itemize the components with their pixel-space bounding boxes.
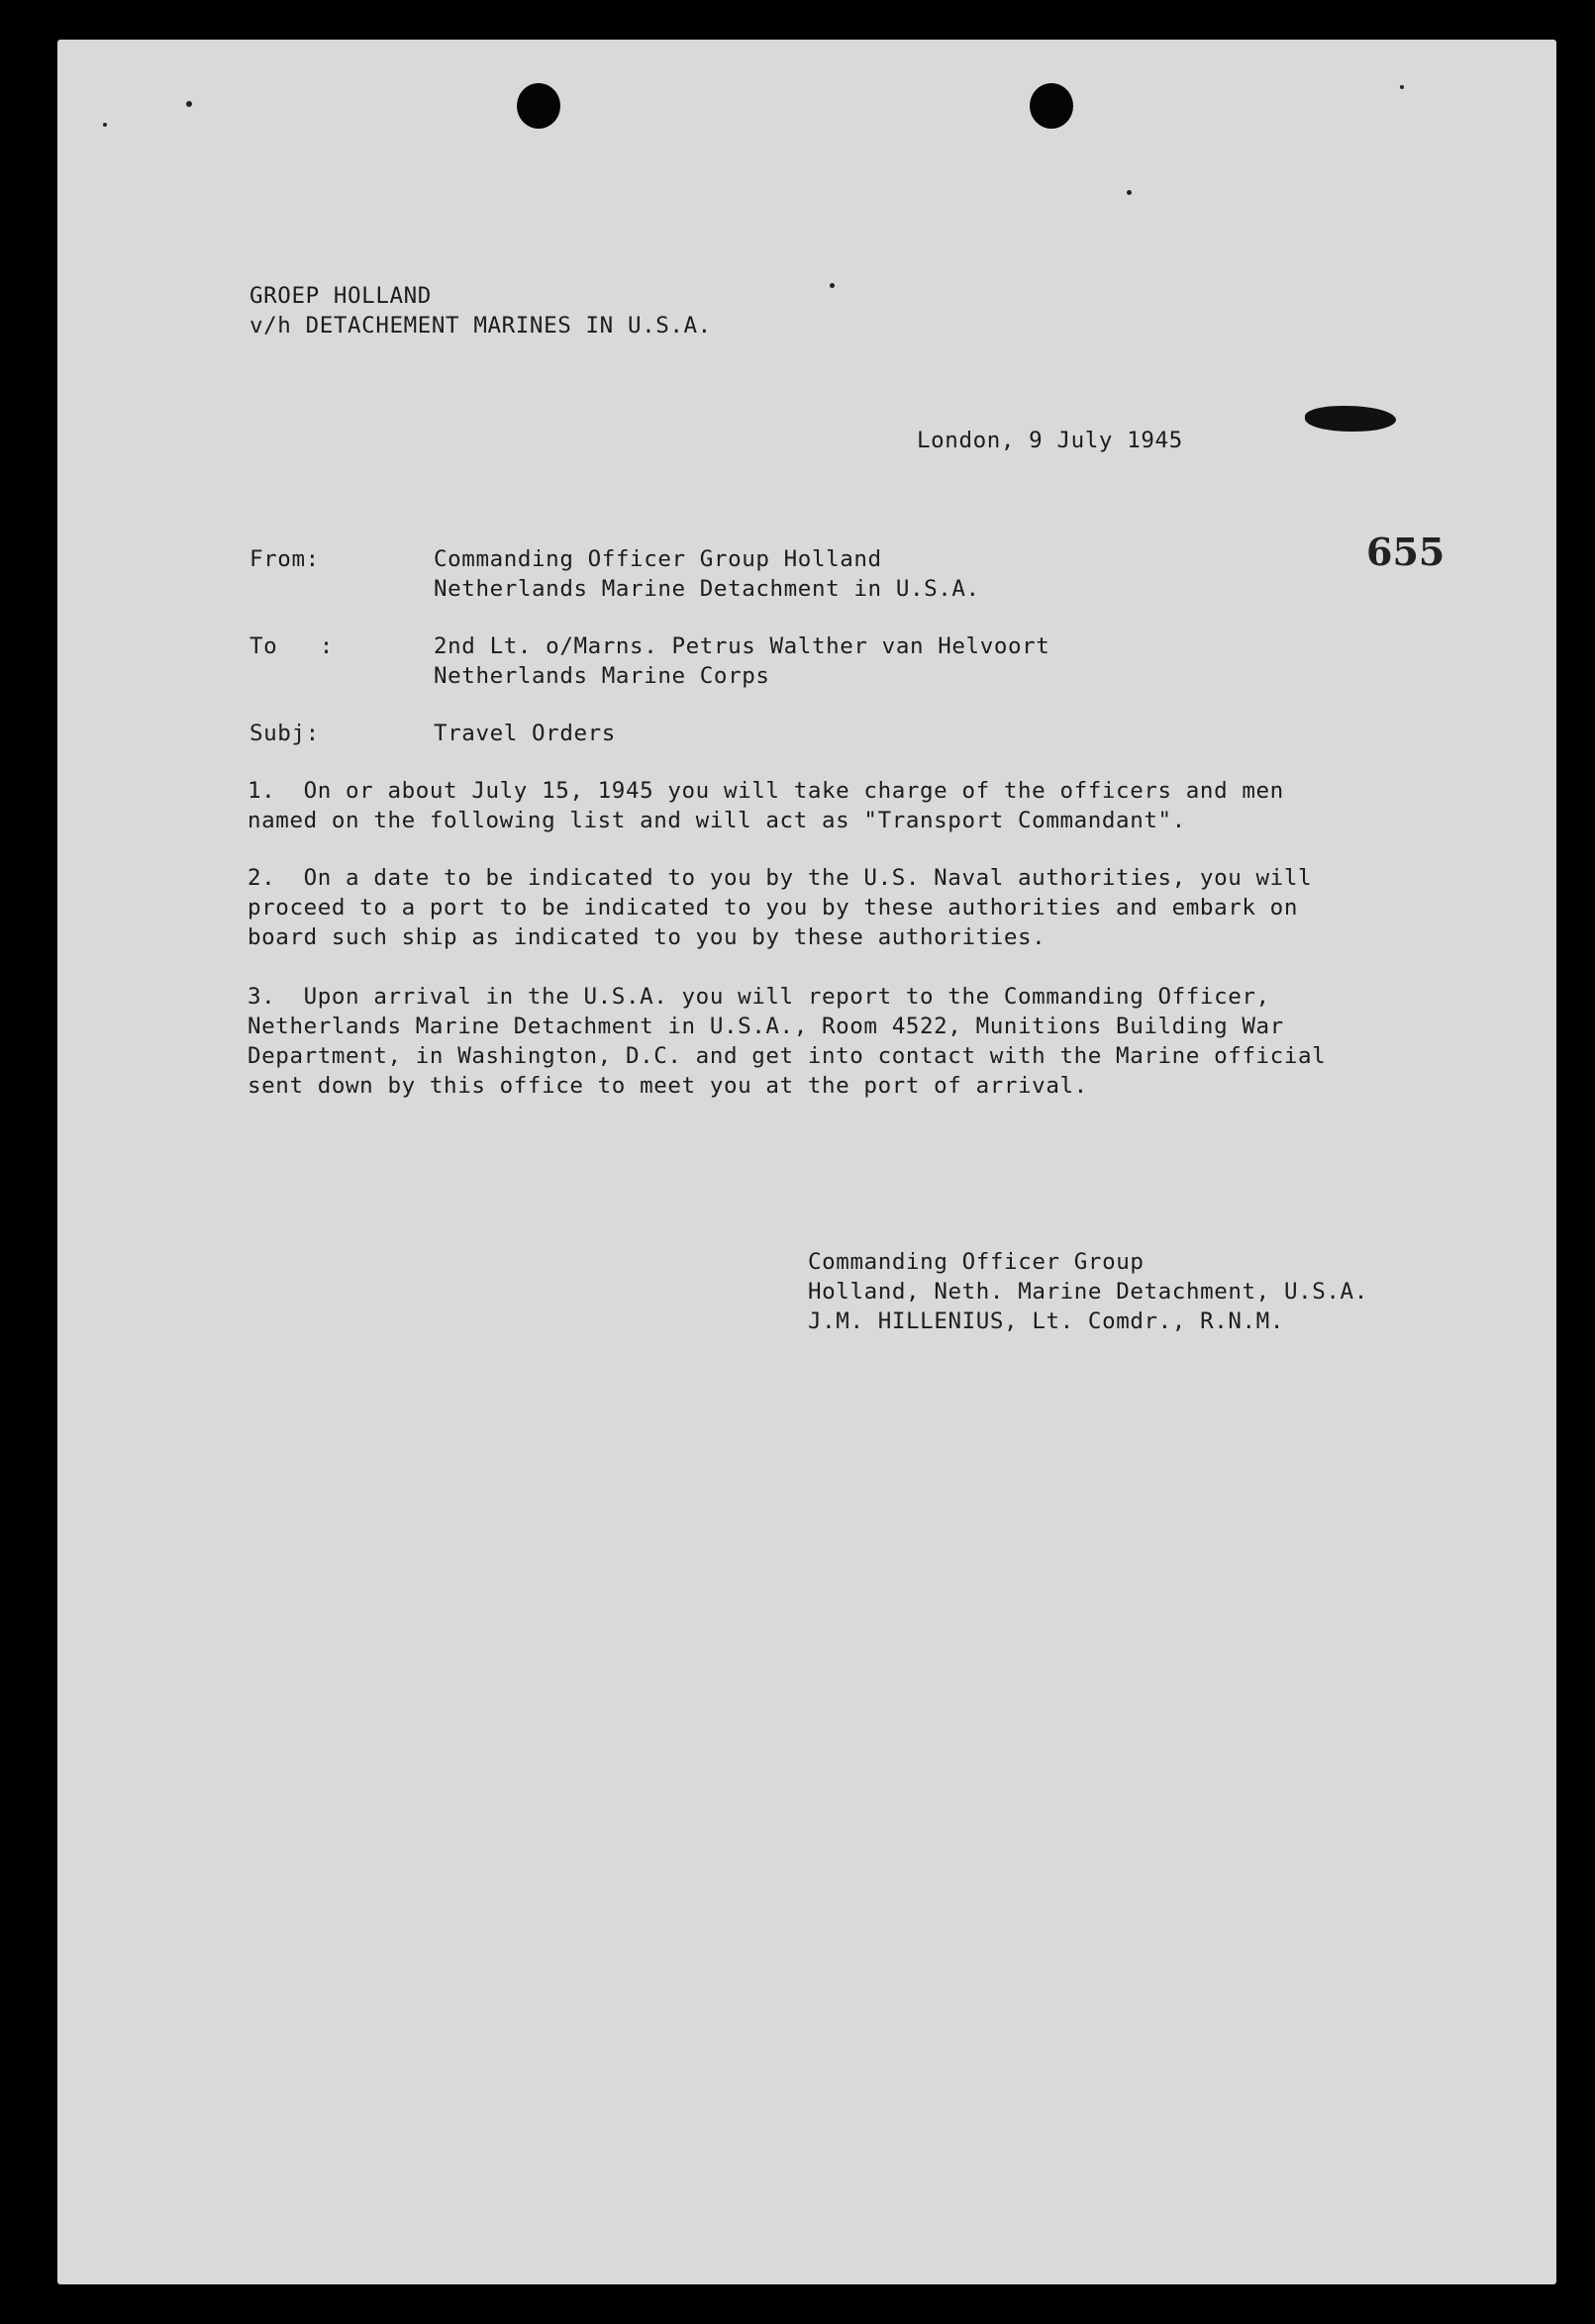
paragraph-2-line-2: proceed to a port to be indicated to you by these authorities and embark on [248, 895, 1298, 920]
document-page [57, 40, 1556, 2284]
speck [830, 283, 835, 288]
speck [186, 101, 192, 107]
paragraph-1-line-2: named on the following list and will act as "Transport Commandant". [248, 808, 1186, 833]
paragraph-2-line-1: 2. On a date to be indicated to you by the U.S. Naval authorities, you will [248, 865, 1313, 891]
to-label: To : [249, 633, 334, 659]
signature-line-2: Holland, Neth. Marine Detachment, U.S.A. [808, 1279, 1368, 1305]
subject-value: Travel Orders [434, 721, 616, 746]
speck [1400, 85, 1404, 89]
from-line-1: Commanding Officer Group Holland [434, 546, 882, 572]
document-number: 655 [1366, 530, 1445, 574]
to-line-2: Netherlands Marine Corps [434, 663, 770, 689]
paragraph-2-line-3: board such ship as indicated to you by these authorities. [248, 924, 1047, 950]
signature-line-3: J.M. HILLENIUS, Lt. Comdr., R.N.M. [808, 1308, 1284, 1334]
date-line: London, 9 July 1945 [917, 428, 1183, 453]
paragraph-3-line-4: sent down by this office to meet you at the port of arrival. [248, 1073, 1088, 1099]
speck [1127, 190, 1132, 195]
from-label: From: [249, 546, 320, 572]
punch-hole-left [517, 83, 560, 129]
subject-label: Subj: [249, 721, 320, 746]
from-line-2: Netherlands Marine Detachment in U.S.A. [434, 576, 980, 602]
punch-hole-right [1030, 83, 1073, 129]
redaction-mark [1305, 406, 1396, 432]
speck [103, 123, 107, 127]
paragraph-3-line-2: Netherlands Marine Detachment in U.S.A., Room 4522, Munitions Building War [248, 1014, 1284, 1039]
letterhead-line-1: GROEP HOLLAND [249, 283, 432, 309]
letterhead-line-2: v/h DETACHEMENT MARINES IN U.S.A. [249, 313, 712, 339]
to-line-1: 2nd Lt. o/Marns. Petrus Walther van Helvoort [434, 633, 1050, 659]
paragraph-3-line-1: 3. Upon arrival in the U.S.A. you will report to the Commanding Officer, [248, 984, 1270, 1010]
paragraph-3-line-3: Department, in Washington, D.C. and get into contact with the Marine official [248, 1043, 1327, 1069]
paragraph-1-line-1: 1. On or about July 15, 1945 you will take charge of the officers and men [248, 778, 1284, 804]
signature-line-1: Commanding Officer Group [808, 1249, 1145, 1275]
